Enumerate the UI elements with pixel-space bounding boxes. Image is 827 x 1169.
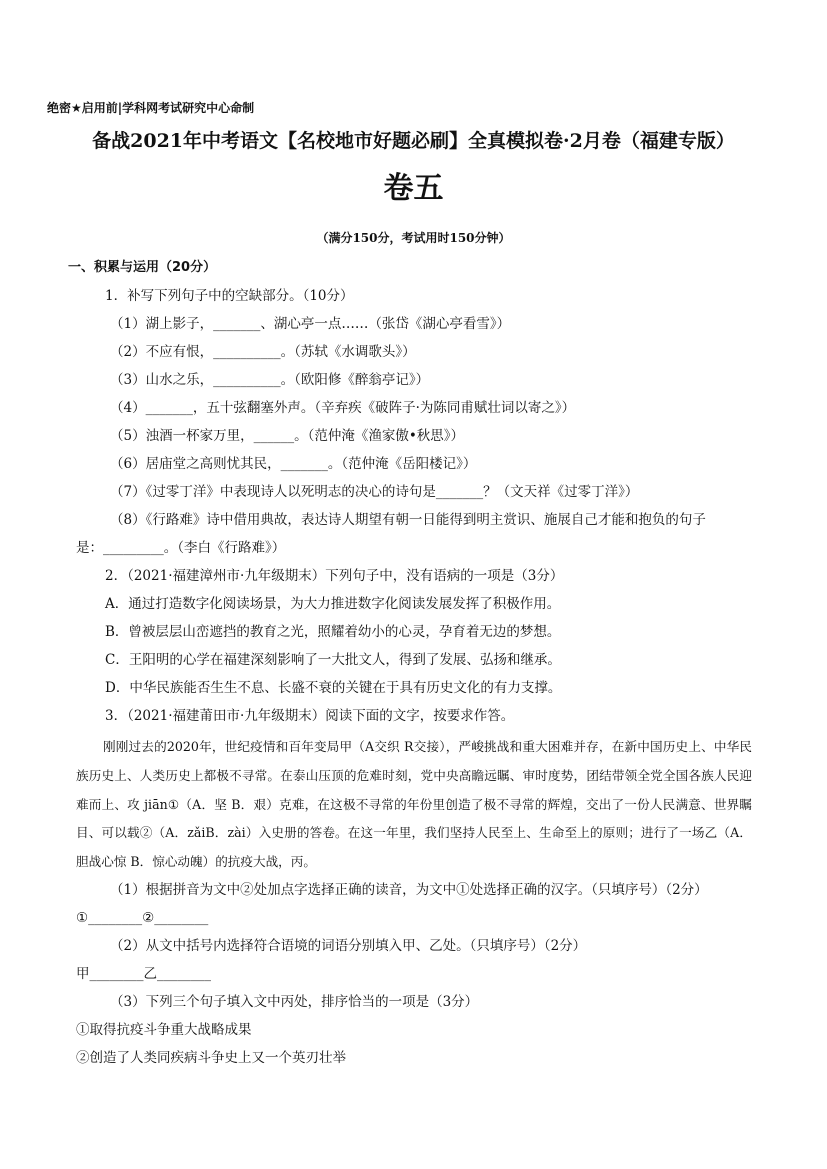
exam-info: （满分150分，考试用时150分钟） [316, 231, 511, 245]
reading-passage: 刚刚过去的2020年，世纪疫情和百年变局甲（A交织 R交接），严峻挑战和重大困难并存，在新中国历史上、中华民族历史上、人类历史上都极不寻常。在泰山压顶的危难时刻，党中央高瞻远瞩、审时度势，团结带领全党全国各族人民迎难而上、攻 jiān①（A．坚 B．艰）克难，在这极不寻常的年份里创造了极不寻常的辉煌，交出了一份人民满意、世界瞩目、可以载②（A．zǎiB．zài）入史册的答卷。在这一年里，我们坚持人民至上、生命至上的原则；进行了一场乙（A．胆战心惊 B．惊心动魄）的抗疫大战，丙。 [76, 739, 752, 870]
paper-title: 备战2021年中考语文【名校地市好题必刷】全真模拟卷·2月卷（福建专版） [92, 130, 735, 152]
question-3-stem: 3．（2021·福建莆田市·九年级期末）阅读下面的文字，按要求作答。 [105, 708, 515, 724]
question-2-option: A．通过打造数字化阅读场景，为大力推进数字化阅读发展发挥了积极作用。 [105, 596, 561, 612]
question-1-item: （4）_______，五十弦翻塞外声。（辛弃疾《破阵子·为陈同甫赋壮词以寄之》） [110, 400, 576, 416]
question-3-sub1-blank: ①________②________ [76, 910, 209, 926]
question-1-item: （5）浊酒一杯家万里，______。（范仲淹《渔家傲•秋思》） [110, 428, 465, 444]
question-1-stem: 1．补写下列句子中的空缺部分。（10分） [105, 288, 354, 304]
header-source: 绝密★启用前|学科网考试研究中心命制 [47, 101, 255, 115]
question-1-item: （7）《过零丁洋》中表现诗人以死明志的决心的诗句是_______？（文天祥《过零丁洋》） [110, 484, 639, 500]
question-3-sub3: （3）下列三个句子填入文中丙处，排序恰当的一项是（3分） [110, 994, 479, 1010]
question-3-sub2-blank: 甲________乙________ [76, 966, 211, 982]
paper-subtitle: 卷五 [383, 171, 444, 206]
question-1-item: （8）《行路难》诗中借用典故，表达诗人期望有朝一日能得到明主赏识、施展自己才能和抱负的句子 [110, 512, 706, 528]
question-3-sub2: （2）从文中括号内选择符合语境的词语分别填入甲、乙处。（只填序号）（2分） [110, 938, 587, 954]
question-1-item: （6）居庙堂之高则忧其民，_______。（范仲淹《岳阳楼记》） [110, 456, 477, 472]
question-1-item: （1）湖上影子，_______、湖心亭一点……（张岱《湖心亭看雪》） [110, 316, 511, 332]
question-3-sub1: （1）根据拼音为文中②处加点字选择正确的读音，为文中①处选择正确的汉字。（只填序号）（2分） [110, 882, 708, 898]
question-3-choice: ②创造了人类同疾病斗争史上又一个英刃壮举 [76, 1050, 346, 1066]
question-1-item: （2）不应有恨，__________。（苏轼《水调歌头》） [110, 344, 416, 360]
question-2-option: B．曾被层层山峦遮挡的教育之光，照耀着幼小的心灵，孕育着无边的梦想。 [105, 624, 561, 640]
question-2-option: C．王阳明的心学在福建深刻影响了一大批文人，得到了发展、弘扬和继承。 [105, 652, 561, 668]
section-heading: 一、积累与运用（20分） [68, 260, 217, 275]
question-3-choice: ①取得抗疫斗争重大战略成果 [76, 1022, 252, 1038]
question-1-item-continued: 是：_________。（李白《行路难》） [76, 540, 286, 556]
question-2-stem: 2．（2021·福建漳州市·九年级期末）下列句子中，没有语病的一项是（3分） [105, 568, 564, 584]
question-2-option: D．中华民族能否生生不息、长盛不衰的关键在于具有历史文化的有力支撑。 [105, 680, 562, 696]
question-1-item: （3）山水之乐，__________。（欧阳修《醉翁亭记》） [110, 372, 430, 388]
